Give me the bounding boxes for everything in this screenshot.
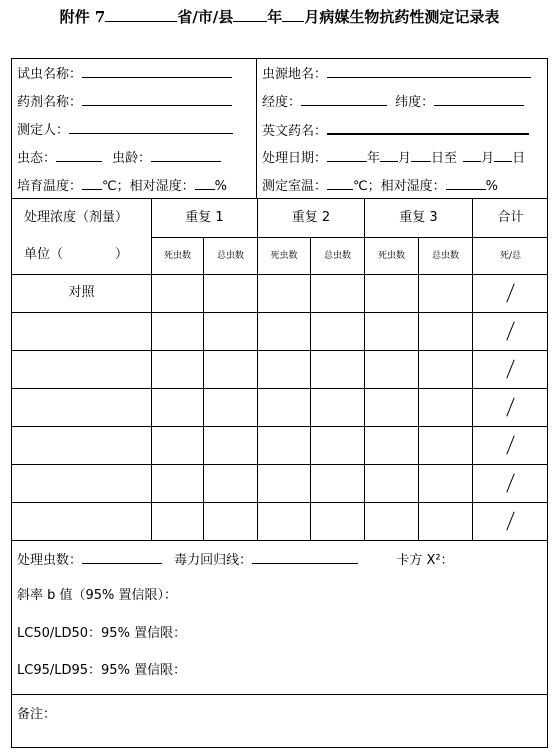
month-field[interactable] <box>380 148 398 162</box>
age-field[interactable] <box>151 148 221 162</box>
tester-field[interactable] <box>69 120 233 134</box>
col-line-6 <box>418 237 419 540</box>
agent-name-field[interactable] <box>82 92 232 106</box>
title-prefix: 附件 7 <box>59 8 106 26</box>
unit-close: ） <box>115 247 129 262</box>
form-title <box>0 6 559 27</box>
rep2-all: 总虫数 <box>323 251 351 261</box>
row-line-5 <box>11 464 548 465</box>
english-name-field[interactable] <box>327 120 529 135</box>
month-label: 月 <box>398 151 412 166</box>
chi-label: 卡方 X²： <box>396 553 454 568</box>
insect-name-row <box>17 64 232 83</box>
rep1-header: 重复 1 <box>185 210 224 225</box>
title-year: 年 <box>267 8 283 26</box>
total-ratio: 死/总 <box>499 251 522 261</box>
unit-label: 单位（ <box>24 247 64 262</box>
rep1-all: 总虫数 <box>216 251 244 261</box>
rep3-dead: 死虫数 <box>377 251 405 261</box>
col-line-2 <box>203 237 204 540</box>
english-name-row <box>262 120 529 140</box>
process-date-label: 处理日期： <box>262 151 328 166</box>
lc50-label: LC50/LD50：95% 置信限： <box>17 626 187 641</box>
treated-row <box>17 550 454 569</box>
row-line-2 <box>11 350 548 351</box>
process-date-row <box>262 148 525 167</box>
longitude-field[interactable] <box>301 92 387 106</box>
room-temp-field[interactable] <box>327 176 353 190</box>
tester-label: 测定人： <box>17 123 70 138</box>
concentration-header: 处理浓度（剂量） <box>24 210 129 225</box>
culture-percent: % <box>214 179 227 194</box>
agent-name-row <box>17 92 232 111</box>
month2-field[interactable] <box>463 148 481 162</box>
culture-humidity-field[interactable] <box>195 176 215 190</box>
regression-field[interactable] <box>252 550 358 564</box>
rep2-header: 重复 2 <box>291 210 331 225</box>
state-field[interactable] <box>56 148 102 162</box>
room-percent: % <box>485 179 498 194</box>
room-temp-label: 测定室温： <box>262 179 328 194</box>
title-province: 省/市/县 <box>177 8 234 26</box>
note-divider <box>11 694 548 695</box>
row-line-3 <box>11 388 548 389</box>
culture-humidity-label: ；相对湿度： <box>116 179 195 194</box>
title-blank-1 <box>105 7 177 22</box>
day2-field[interactable] <box>494 148 512 162</box>
rep3-all: 总虫数 <box>431 251 459 261</box>
culture-celsius: ℃ <box>102 179 117 194</box>
culture-row <box>17 176 227 195</box>
coord-row <box>262 92 524 111</box>
year-label: 年 <box>367 151 381 166</box>
treated-label: 处理虫数： <box>17 553 83 568</box>
table-bottom <box>11 540 548 541</box>
row-line-6 <box>11 502 548 503</box>
rep3-header: 重复 3 <box>399 210 438 225</box>
year-field[interactable] <box>327 148 367 162</box>
source-field[interactable] <box>327 64 531 78</box>
latitude-label: 纬度： <box>395 95 435 110</box>
info-bottom-line <box>11 198 548 199</box>
state-age-row <box>17 148 221 167</box>
day-to-label: 日至 <box>431 151 458 166</box>
row-line-1 <box>11 312 548 313</box>
insect-name-label: 试虫名称： <box>17 67 83 82</box>
rep2-dead: 死虫数 <box>270 251 298 261</box>
treated-field[interactable] <box>82 550 162 564</box>
title-blank-3 <box>282 7 304 22</box>
room-celsius: ℃ <box>353 179 368 194</box>
insect-name-field[interactable] <box>82 64 232 78</box>
title-rest: 月病媒生物抗药性测定记录表 <box>304 8 500 26</box>
info-divider <box>256 58 257 198</box>
latitude-field[interactable] <box>434 92 524 106</box>
rep1-dead: 死虫数 <box>163 251 191 261</box>
agent-name-label: 药剂名称： <box>17 95 83 110</box>
source-row <box>262 64 531 83</box>
slope-label: 斜率 b 值（95% 置信限）： <box>17 588 178 603</box>
regression-label: 毒力回归线： <box>174 553 253 568</box>
lc95-label: LC95/LD95：95% 置信限： <box>17 663 187 678</box>
title-blank-2 <box>233 7 267 22</box>
total-header: 合计 <box>497 210 524 225</box>
tester-row <box>17 120 233 139</box>
culture-temp-label: 培育温度： <box>17 179 83 194</box>
room-humidity-label: ；相对湿度： <box>367 179 446 194</box>
day-field[interactable] <box>411 148 431 162</box>
month2-label: 月 <box>481 151 495 166</box>
day2-label: 日 <box>512 151 526 166</box>
note-label: 备注： <box>17 707 57 722</box>
longitude-label: 经度： <box>262 95 302 110</box>
control-label: 对照 <box>68 285 95 300</box>
room-temp-row <box>262 176 498 195</box>
table-header-bottom <box>11 274 548 275</box>
english-name-label: 英文药名： <box>262 124 328 139</box>
age-label: 虫龄： <box>112 151 152 166</box>
source-label: 虫源地名： <box>262 67 328 82</box>
unit-header <box>24 247 128 263</box>
culture-temp-field[interactable] <box>82 176 102 190</box>
table-subheader-line <box>151 237 548 238</box>
state-label: 虫态： <box>17 151 57 166</box>
row-line-4 <box>11 426 548 427</box>
room-humidity-field[interactable] <box>446 176 486 190</box>
col-line-4 <box>310 237 311 540</box>
